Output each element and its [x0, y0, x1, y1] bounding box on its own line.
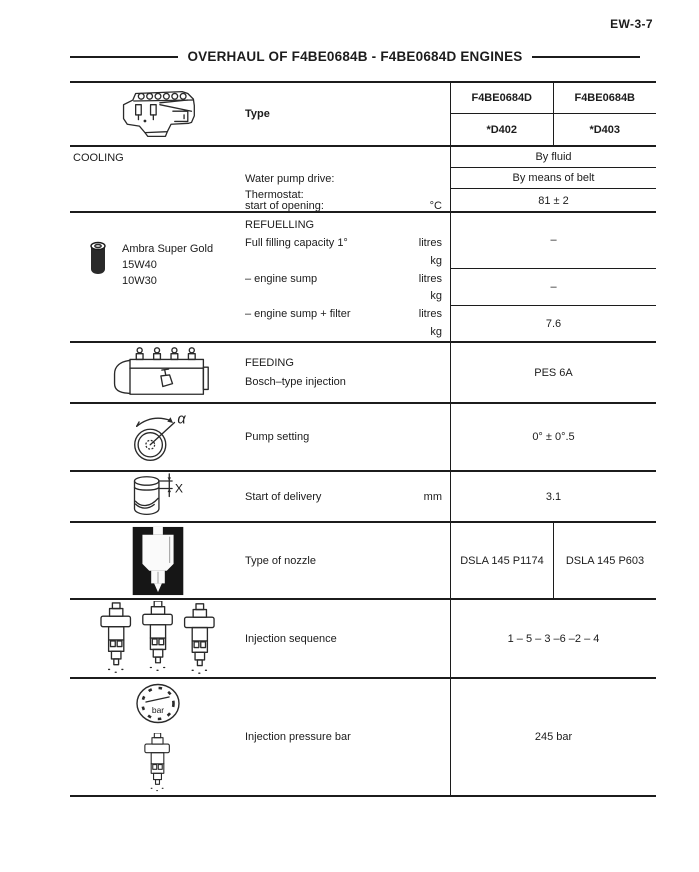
spec-row-nozzle — [70, 523, 656, 600]
feeding-label: Bosch–type injection — [245, 375, 346, 388]
refuel-value-sump-filter: 7.6 — [545, 317, 562, 330]
start-of-delivery-value: 3.1 — [450, 472, 656, 521]
cooling-section-label: COOLING — [73, 151, 124, 164]
cooling-method-value: By fluid — [450, 147, 656, 168]
spec-row-pump-setting — [70, 404, 656, 472]
spec-row-start-of-delivery — [70, 472, 656, 523]
title-rule-right — [532, 56, 640, 58]
oil-grade-1: 15W40 — [122, 259, 157, 271]
oil-brand: Ambra Super Gold — [122, 243, 214, 255]
refuel-value-capacity: – — [451, 213, 656, 269]
spec-row-injection-pressure — [70, 679, 656, 797]
injection-pressure-value: 245 bar — [450, 679, 656, 795]
start-of-delivery-label: Start of delivery — [245, 490, 322, 503]
spec-row-refuelling — [70, 213, 656, 343]
model-header-b: F4BE0684B — [554, 83, 657, 114]
page-title: OVERHAUL OF F4BE0684B - F4BE0684D ENGINES — [187, 49, 523, 64]
injection-pump-icon — [70, 343, 245, 402]
gauge-unit-label: bar — [151, 704, 164, 715]
refuel-row-unit: litres — [418, 308, 442, 321]
page-title-row — [70, 49, 640, 64]
page-reference: EW-3-7 — [610, 17, 653, 31]
refuel-row-unit: kg — [430, 290, 442, 303]
injection-sequence-label: Injection sequence — [245, 632, 337, 645]
refuel-row-unit: kg — [430, 326, 442, 339]
nozzle-label: Type of nozzle — [245, 554, 316, 567]
engine-schematic-icon — [70, 83, 245, 145]
refuel-row-label: Full filling capacity 1° — [245, 236, 348, 249]
spec-row-cooling — [70, 147, 656, 213]
injection-sequence-value: 1 – 5 – 3 –6 –2 – 4 — [450, 600, 656, 677]
refuel-row-unit: kg — [430, 254, 442, 267]
spec-row-injection-sequence — [70, 600, 656, 679]
refuel-row-unit: litres — [418, 272, 442, 285]
injection-pressure-label: Injection pressure bar — [245, 731, 351, 743]
thermostat-label: Thermostat: — [245, 188, 304, 201]
refuel-value-sump: – — [451, 269, 656, 307]
pump-setting-label: Pump setting — [245, 431, 310, 443]
refuel-row-unit: litres — [418, 236, 442, 249]
pump-setting-value: 0° ± 0°.5 — [450, 404, 656, 470]
nozzle-section-icon — [70, 523, 245, 598]
model-code-d402: *D402 — [451, 114, 554, 145]
spec-table — [70, 81, 656, 797]
start-of-delivery-unit: mm — [423, 490, 442, 503]
injectors-row-icon — [70, 600, 245, 677]
feeding-section-label: FEEDING — [245, 356, 294, 369]
water-pump-label: Water pump drive: — [245, 172, 335, 185]
oil-can-icon — [88, 240, 108, 276]
model-header-d: F4BE0684D — [451, 83, 554, 114]
spec-row-feeding — [70, 343, 656, 404]
thermostat-sublabel: start of opening: — [245, 200, 324, 212]
alpha-symbol: α — [176, 411, 186, 428]
spec-row-type — [70, 83, 656, 147]
nozzle-value-d403: DSLA 145 P603 — [553, 523, 656, 598]
x-dimension-symbol: X — [174, 481, 183, 496]
feeding-value: PES 6A — [450, 343, 656, 402]
pump-setting-angle-icon — [70, 404, 245, 470]
pressure-gauge-icon — [135, 682, 181, 726]
water-pump-value: By means of belt — [450, 168, 656, 189]
refuelling-section-label: REFUELLING — [245, 218, 315, 231]
injector-icon — [143, 733, 172, 793]
model-code-d403: *D403 — [589, 123, 621, 136]
refuel-row-label: – engine sump + filter — [245, 308, 351, 321]
oil-grade-2: 10W30 — [122, 275, 157, 287]
nozzle-value-d402: DSLA 145 P1174 — [460, 554, 544, 567]
title-rule-left — [70, 56, 178, 58]
thermostat-value: 81 ± 2 — [450, 189, 656, 213]
thermostat-unit: °C — [429, 200, 442, 212]
plunger-dimension-icon — [70, 472, 245, 521]
type-row-label: Type — [245, 108, 270, 120]
refuel-row-label: – engine sump — [245, 272, 318, 285]
